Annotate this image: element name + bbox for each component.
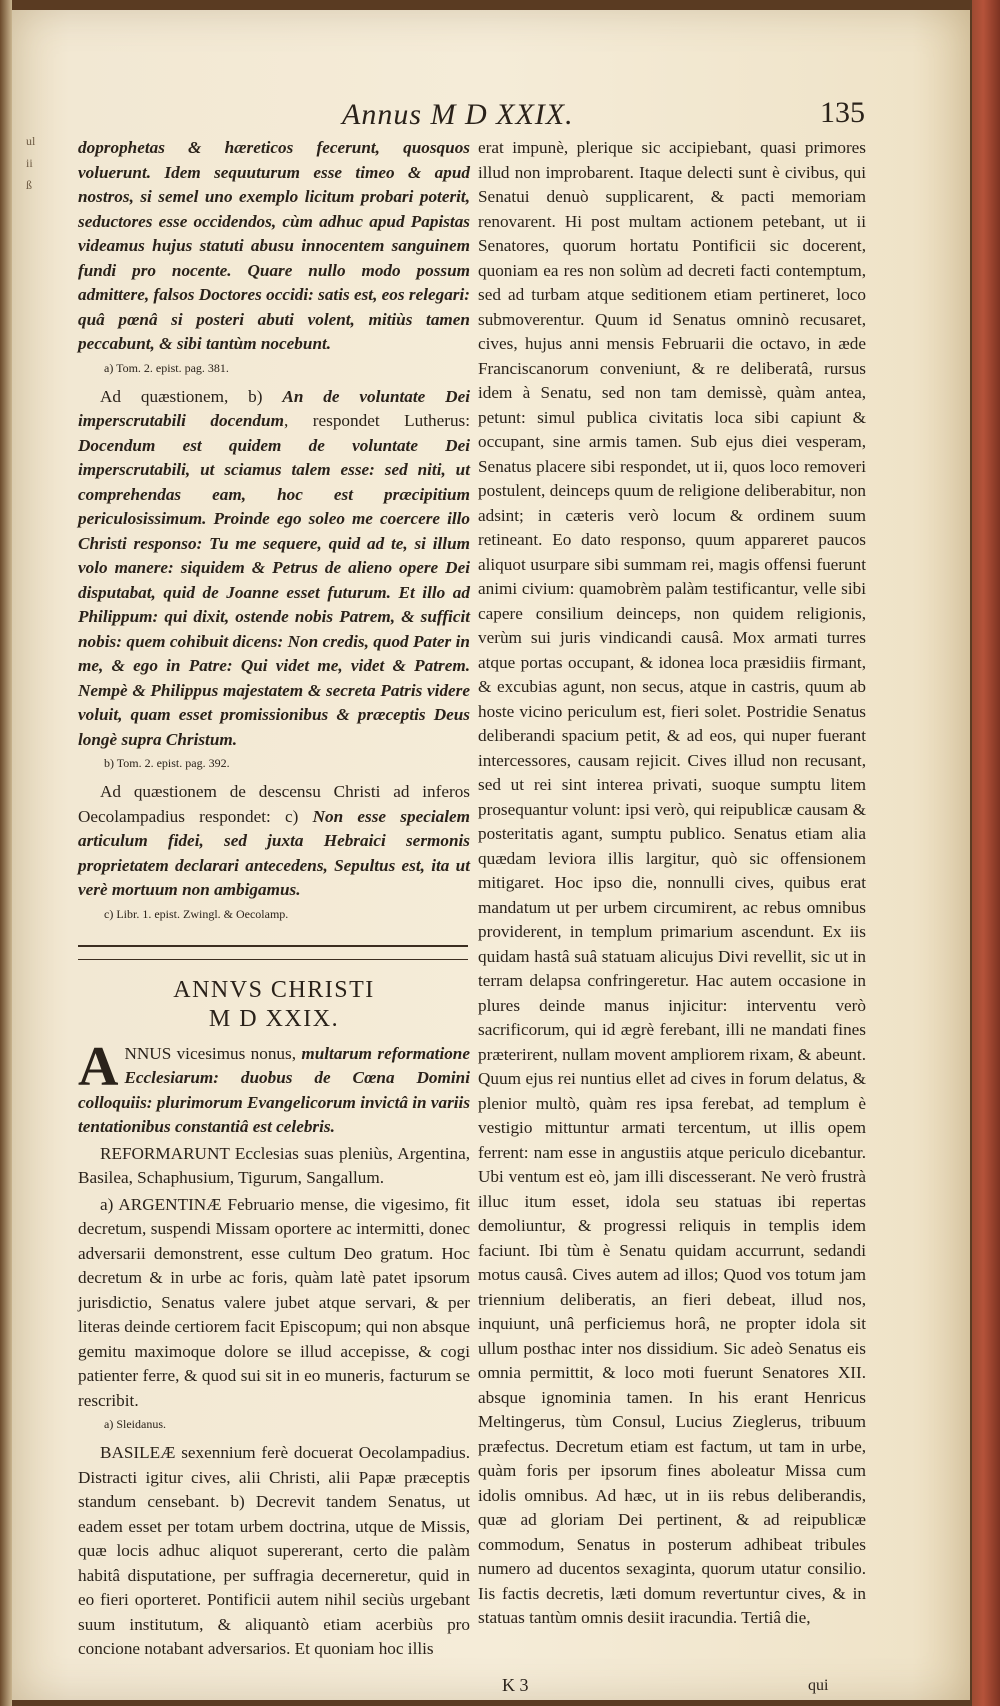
text-lead: NNUS vicesimus nonus, <box>124 1043 302 1063</box>
page-number: 135 <box>820 96 865 129</box>
paragraph-basileae: BASILEÆ sexennium ferè docuerat Oecolampadius. Distracti igitur cives, alii Christi, alii Papæ præceptis standum censebant. b) Decrevit tandem Senatus, ut eadem esset per totam urbem doctrina, utque de Missis, quæ locis adhuc aliquot supererant, certo die palàm habitâ disputatione, per suffragia decerneretur, quid in eo fieri oporteret. Pontificii autem nihil seciùs urgebant suum institutum, & aliquantò etiam acerbiùs pro concione notabant adversarios. Et quoniam hoc illis <box>78 1443 470 1658</box>
catchword: qui <box>808 1677 829 1694</box>
book-page <box>12 10 970 1700</box>
text-mid: , respondet Lutherus: <box>283 411 470 430</box>
margin-bleed: ul ii ß <box>26 134 36 192</box>
section-heading <box>78 976 470 1034</box>
text-question: An de voluntate Dei imperscrutabili docendum <box>78 386 470 430</box>
signature-mark: K 3 <box>502 1675 529 1695</box>
paragraph-voluntate <box>78 385 470 753</box>
left-column <box>78 136 470 1664</box>
page-edge <box>972 0 1000 1706</box>
right-column <box>478 136 866 1633</box>
text-summary: multarum reformatione Ecclesiarum: duobus de Cœna Domini colloquiis: plurimorum Evangelicorum invictâ in variis tentationibus constantiâ est celebris. <box>78 1043 471 1136</box>
section-divider <box>78 945 468 960</box>
drop-cap: A <box>78 1035 119 1098</box>
book-gutter <box>0 0 12 1706</box>
paragraph-argentinae: a) ARGENTINÆ Februario mense, die vigesimo, fit decretum, suspendi Missam oportere ac intermitti, donec adversarii demonstrent, esse cultum Deo gratum. Hoc decretum & in urbe ac foris, quàm latè patet ipsorum jurisdictio, Senatus valere jubet atque servari, & per literas deinde certiorem facit Episcopum; qui non absque gemitu maximoque dolore se illud accepisse, & cogi patienter ferre, & quod sui sit in eo muneris, facturum se rescribit. <box>78 1194 470 1410</box>
heading-line-2: M D XXIX. <box>208 1005 340 1032</box>
paragraph-descensu <box>78 780 470 903</box>
paragraph-continuation: erat impunè, plerique sic accipiebant, quasi primores illud non improbarent. Itaque delecti sunt è civibus, qui Senatui denuò supplicarent, & pacti memoriam renovarent. Hi post multam actionem petebant, ut ii Senatores, quorum hortatu Pontificii sic docerent, quoniam ea res non solùm ad decreti facti contemptum, sed ad turbam atque seditionem etiam pertineret, loco submoverentur. Quum id Senatus omninò recusaret, cives, hujus anni mensis Februarii die octavo, in æde Franciscanorum conveniunt, & re deliberatâ, rursus idem à Senatu, sed non tam demissè, quàm antea, petunt: simul publica civitatis loca sibi capiunt & occupant, sine armis tamen. Sub ejus diei vesperam, Senatus placere sibi respondet, ut ii, quos loco removeri postulent, deinceps quum de religione deliberabitur, non adsint; in cæteris verò locum & ordinem suum retineant. Eo dato responso, quum appareret paucos aliquot usurpare sibi summam rei, magis offensi fuerunt animi civium: quamobrèm palàm testificantur, velle sibi capere consilium deinceps, non quidem religionis, verùm sui juris vindicandi causâ. Mox armati turres atque portas occupant, & idonea loca præsidiis firmant, & excubias agunt, non secus, atque in castris, quum ab hoste vicino periculum est, fieri solet. Postridie Senatus deliberandi spacium petit, & ad eos, qui nuper fuerant intercessores, causam rejicit. Cives illud non recusant, sed ut rei sint interea privati, suoque sumptu litem prosequantur volunt: ipsi verò, qui reipublicæ causam & posteritatis agant, sumptu publico. Senatus etiam alia quædam leviora illis largitur, quò sic offensionem mitigaret. Hoc ipso die, nonnulli cives, quibus erat mandatum ut per urbem circumirent, ac rebus omnibus providerent, in templum primarium ascendunt. Ex iis quidam hastâ suâ statuam alicujus Divi revellit, sic ut in terram delapsa confringeretur. Hac autem occasione in plures deinde manus injicitur: interventu verò sacrificorum, qui id ægrè ferebant, illi ne mandati fines præterirent, nullam movent ampliorem rixam, & abeunt. Quum ejus rei nuntius ellet ad cives in forum delatus, & plenior multò, quàm res ipsa ferebat, ad templum è vestigio mittuntur armati tercentum, ut illis opem ferrent: nam esse in angustiis atque periculo dicebantur. Ubi ventum est eò, jam illi discesserant. Ne verò frustrà illuc itum esset, idola seu statuas ibi repertas demoliuntur, & progressi reliquis in templis idem faciunt. Ibi tùm è Senatu quidam accurrunt, sedandi motus causâ. Cives autem ad illos; Quod vos totum jam triennium deliberatis, an fieri debeat, illud nos, inquiunt, unâ perficiemus horâ, ne propter idola sit ullum posthac inter nos dissidium. Sic adeò Senatus eis omnia permittit, & loco moti fuerunt Senatores XII. absque ignominia tamen. In his erant Henricus Meltingerus, tùm Consul, Lucius Zieglerus, tribuum præfectus. Decretum etiam est factum, ut tam in urbe, quàm foris per ipsorum fines aboleatur Missa cum idolis omnibus. Ad hæc, ut in iis rebus deliberandis, quæ ad gloriam Dei pertinent, & ad reipublicæ commodum, Senatus in posterum adhibeat tribules numero ad ducentos sexaginta, quorum utatur consilio. Iis factis decretis, læti domum revertuntur cives, & in statuas tantùm omnis desiit iracundia. Tertiâ die, <box>478 138 866 1627</box>
running-head: Annus M D XXIX. <box>342 98 574 131</box>
text-lead: Ad quæstionem, b) <box>100 386 283 406</box>
footnote-b: b) Tom. 2. epist. pag. 392. <box>104 756 230 770</box>
paragraph-reformarunt: REFORMARUNT Ecclesias suas pleniùs, Argentina, Basilea, Schaphusium, Tigurum, Sangallum. <box>78 1143 470 1187</box>
heading-line-1: ANNVS CHRISTI <box>173 976 375 1003</box>
paragraph-prophetas: doprophetas & hæreticos fecerunt, quosquos voluerunt. Idem sequuturum esse timeo & apud nostros, si semel uno exemplo licitum probari poterit, seductores esse occidendos, cùm adhuc apud Papistas videamus hujus statuti abusu innocentem sanguinem fundi pro nocente. Quare nullo modo possum admittere, falsos Doctores occidi: satis est, eos relegari: quâ pœnâ si posteri abuti volent, mitiùs tamen peccabunt, & sibi tantùm nocebunt. <box>78 138 470 353</box>
paragraph-annus <box>78 1035 471 1140</box>
text-answer: Non esse specialem articulum fidei, sed juxta Hebraici sermonis proprietatem declarari antecedens, Sepultus est, ita ut verè mortuum non ambigamus. <box>78 806 470 899</box>
footnote-c: c) Libr. 1. epist. Zwingl. & Oecolamp. <box>104 906 289 921</box>
text-answer: Docendum est quidem de voluntate Dei imperscrutabili, ut sciamus talem esse: sed niti, ut comprehendas eam, hoc est præcipitium periculosissimum. Proinde ego soleo me coercere illo Christi responso: Tu me sequere, quid ad te, si illum volo manere: siquidem & Petrus de alieno opere Dei disputabat, quid de Joanne esset futurum. Et illo ad Philippum: qui dixit, ostende nobis Patrem, & sufficit nobis: quem cohibuit dicens: Non credis, quod Pater in me, & ego in Patre: Qui videt me, videt & Patrem. Nempè & Philippus majestatem & secreta Patris videre voluit, quam esset promissionibus & præceptis Deus longè supra Christum. <box>78 435 470 749</box>
footnote-sleidanus: a) Sleidanus. <box>104 1417 166 1431</box>
text-lead: Ad quæstionem de descensu Christi ad inferos Oecolampadius respondet: c) <box>78 782 470 826</box>
footnote-a: a) Tom. 2. epist. pag. 381. <box>104 360 229 375</box>
